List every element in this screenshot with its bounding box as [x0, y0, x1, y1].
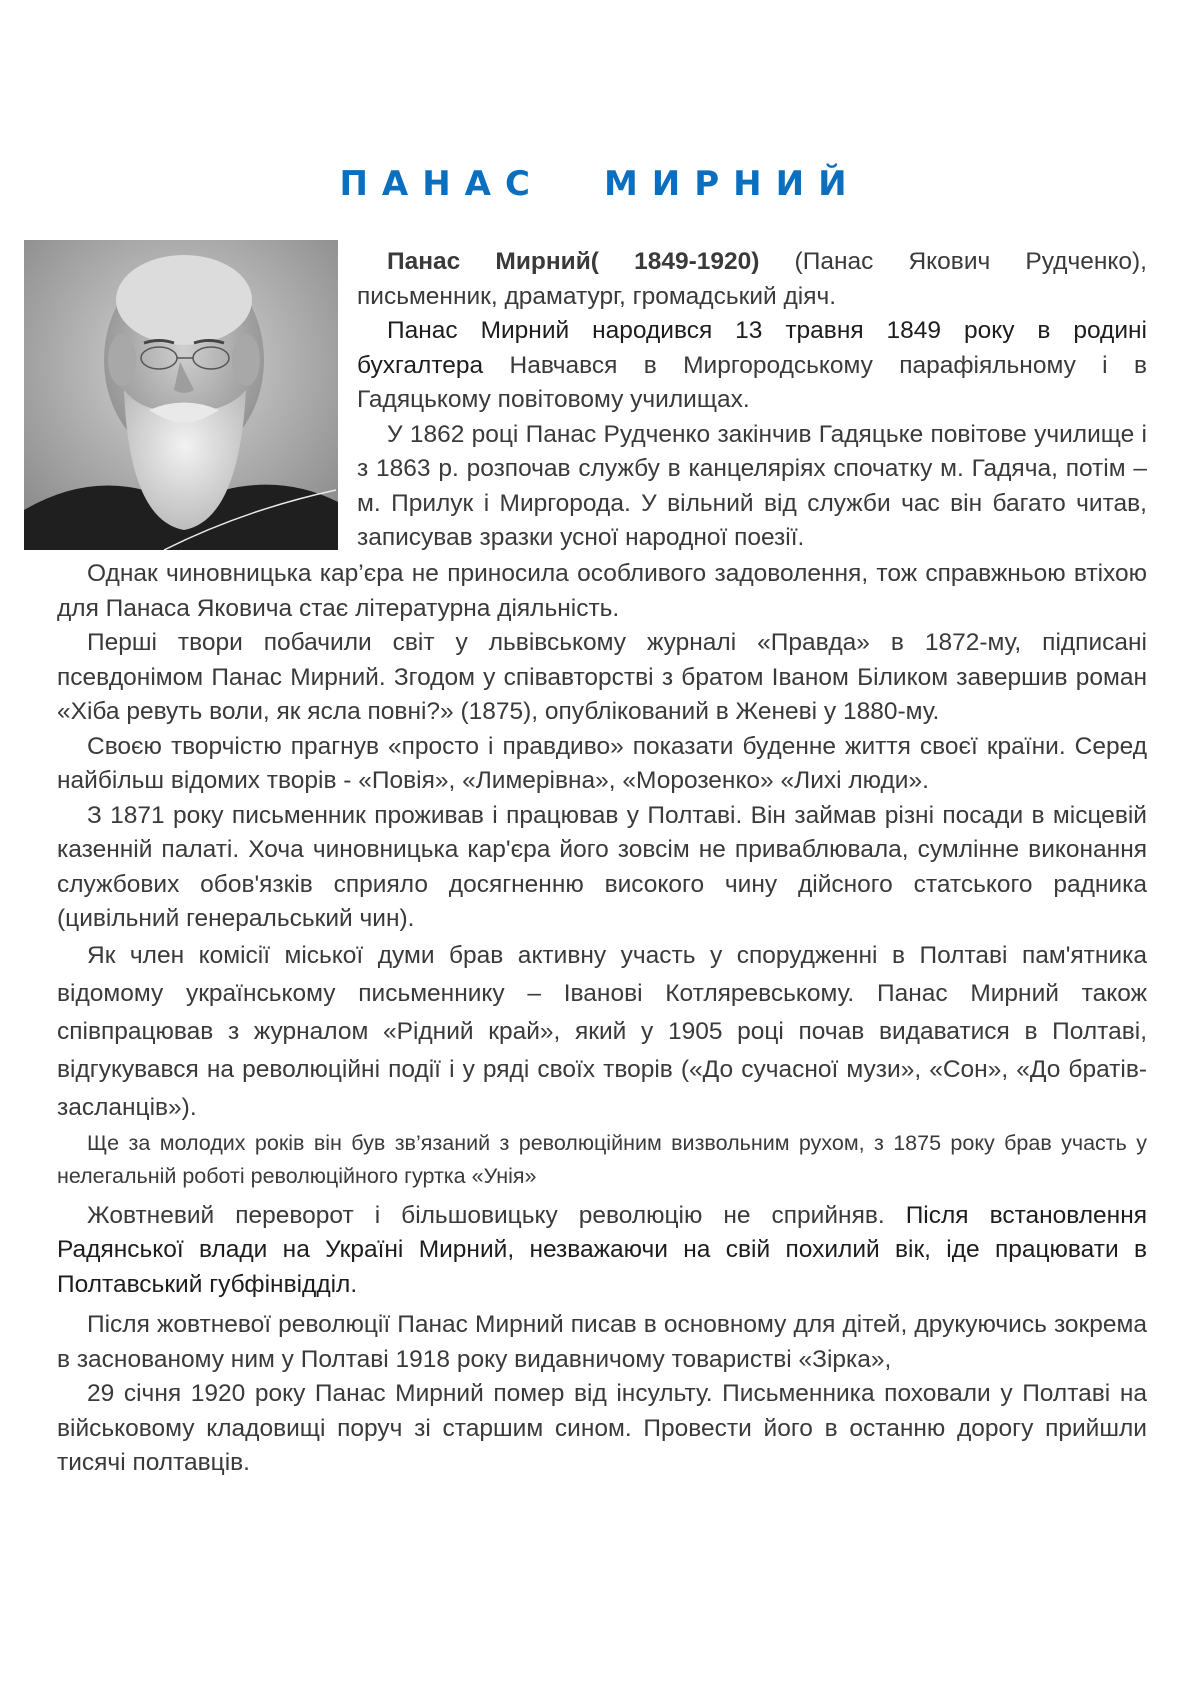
body-paragraph: Перші твори побачили світ у львівському журналі «Правда» в 1872-му, підписані псевдонімом Панас Мирний. Згодом у співавторстві з братом Іваном Біликом завершив роман «Хіба ревуть воли, як ясла повні?» (1875), опублікований в Женеві у 1880-му. [57, 629, 1147, 725]
birth-text: Панас Мирний народився 13 травня 1849 року в родині бухгалтера [357, 317, 1147, 379]
name-description: (Панас Якович Рудченко), письменник, драматург, громадський діяч. [357, 248, 1147, 310]
soviet-text: Після встановлення Радянської влади на Україні Мирний, незважаючи на свій похилий вік, іде працювати в Полтавський губфінвідділ. [57, 1201, 1147, 1298]
education-text: Навчався в Миргородському парафіяльному і в Гадяцькому повітовому училищах. [357, 351, 1147, 413]
body-paragraph: 29 січня 1920 року Панас Мирний помер від інсульту. Письменника поховали у Полтаві на військовому кладовищі поруч зі старшим сином. Провести його в останню дорогу прийшли тисячі полтавців. [57, 1380, 1147, 1476]
name-dates: Панас Мирний( 1849-1920) [387, 248, 760, 275]
body-paragraph: Однак чиновницька кар’єра не приносила особливого задоволення, тож справжньою втіхою для Панаса Яковича стає літературна діяльність. [57, 560, 1147, 622]
body-paragraph: З 1871 року письменник проживав і працював у Полтаві. Він займав різні посади в місцевій казенній палаті. Хоча чиновницька кар'єра його зовсім не приваблювала, сумлінне виконання службових обов'язків сприяло досягненню високого чину дійсного статського радника (цивільний генеральський чин). [57, 801, 1147, 932]
title-last-name: МИРНИЙ [603, 164, 861, 204]
body-paragraph [57, 1199, 1147, 1303]
intro-paragraph [357, 245, 1147, 314]
intro-block [357, 245, 1147, 556]
service-paragraph: У 1862 році Панас Рудченко закінчив Гадяцьке повітове училище і з 1863 р. розпочав службу в канцеляріях спочатку м. Гадяча, потім – м. Прилук і Миргорода. У вільний від служби час він багато читав, записував зразки усної народної поезії. [357, 420, 1147, 551]
body-paragraph: Як член комісії міської думи брав активну участь у спорудженні в Полтаві пам'ятника відомому українському письменнику – Іванові Котляревському. Панас Мирний також співпрацював з журналом «Рідний край», який у 1905 році почав видаватися в Полтаві, відгукувався на революційні події і у ряді своїх творів («До сучасної музи», «Сон», «До братів-засланців»). [57, 941, 1147, 1121]
title-first-name: ПАНАС [339, 164, 544, 204]
biography-body [57, 557, 1147, 1481]
page-title [0, 164, 1200, 204]
portrait-photo [24, 240, 338, 550]
body-paragraph: Своєю творчістю прагнув «просто і правдиво» показати буденне життя своєї країни. Серед найбільш відомих творів - «Повія», «Лимерівна», «Морозенко» «Лихі люди». [57, 732, 1147, 794]
revolution-text: Жовтневий переворот і більшовицьку революцію не сприйняв. [87, 1201, 885, 1229]
body-paragraph: Ще за молодих років він був зв’язаний з революційним визвольним рухом, з 1875 року брав участь у нелегальній роботі революційного гуртка «Унія» [57, 1130, 1147, 1188]
birth-paragraph [357, 314, 1147, 418]
portrait-image [24, 240, 338, 550]
body-paragraph: Після жовтневої революції Панас Мирний писав в основному для дітей, друкуючись зокрема в заснованому ним у Полтаві 1918 року видавничому товаристві «Зірка», [57, 1311, 1147, 1373]
